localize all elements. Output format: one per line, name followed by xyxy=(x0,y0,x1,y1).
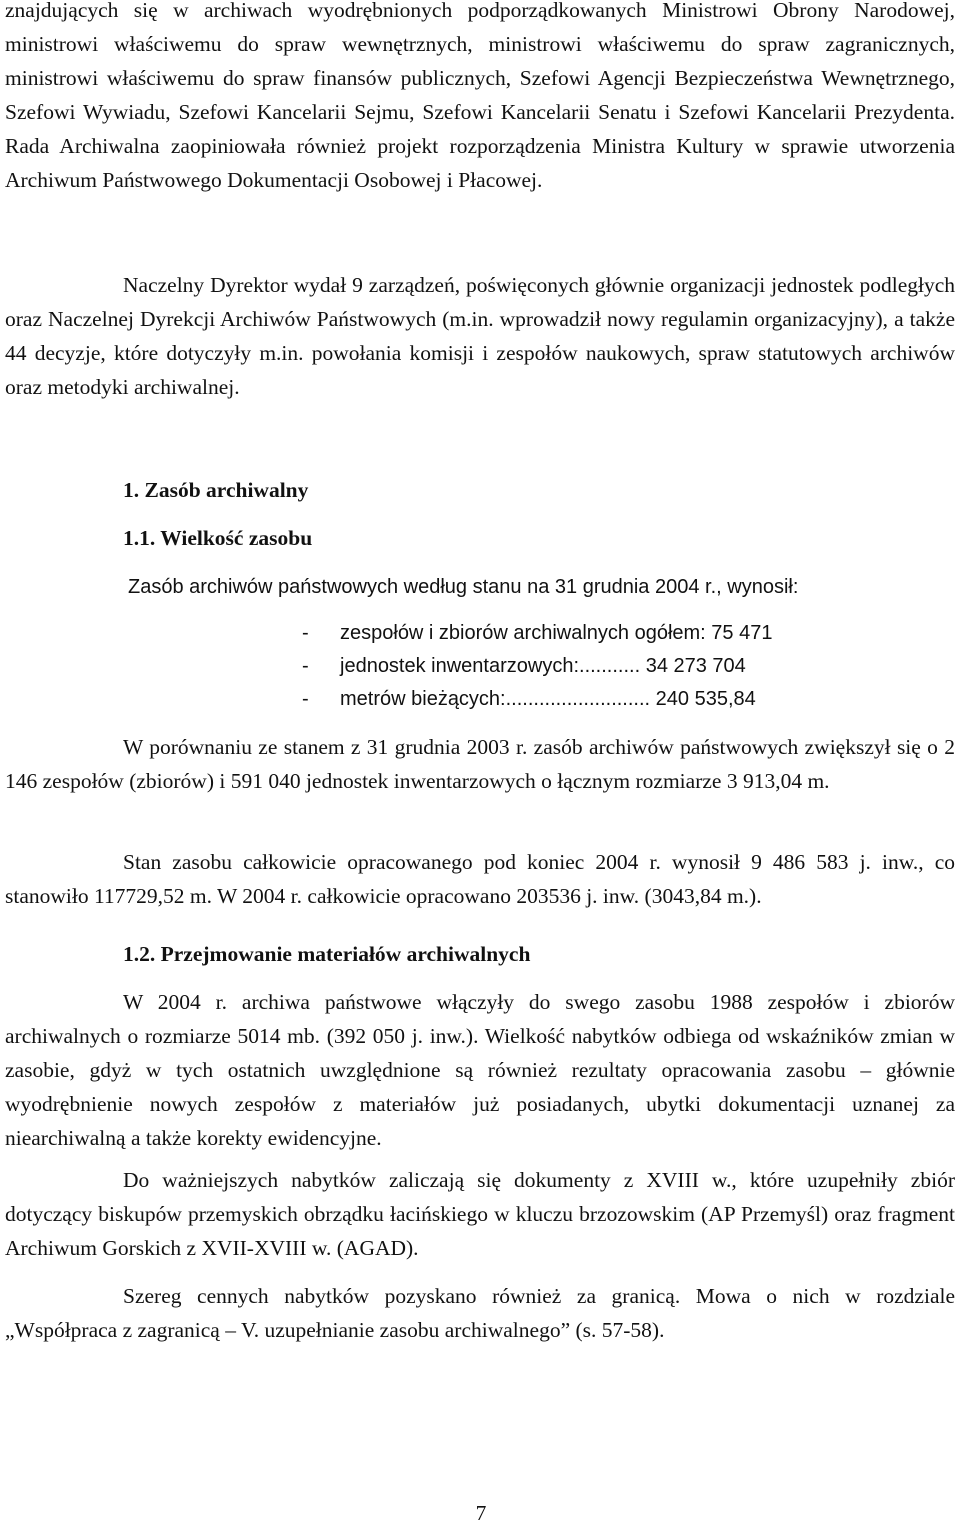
list-item xyxy=(302,617,772,650)
paragraph-nabytki-2004: W 2004 r. archiwa państwowe włączyły do swego zasobu 1988 zespołów i zbiorów archiwalnych o rozmiarze 5014 mb. (392 050 j. inw.). Wielkość nabytków odbiega od wskaźników zmian w zasobie, gdyż w tych ostatnich uwzględnione są również rezultaty opracowania zasobu – głównie wyodrębnienie nowych zespołów z materiałów już posiadanych, ubytki dokumentacji uznanej za niearchiwalną a także korekty ewidencyjne. xyxy=(5,990,955,1150)
list-item-text: zespołów i zbiorów archiwalnych ogółem: 75 471 xyxy=(340,622,773,644)
list-item xyxy=(302,683,772,716)
heading-wielkosc-zasobu: 1.1. Wielkość zasobu xyxy=(123,526,313,550)
list-item-text: jednostek inwentarzowych:........... 34 273 704 xyxy=(340,655,746,677)
list-dash: - xyxy=(302,622,309,644)
zasob-intro: Zasób archiwów państwowych według stanu na 31 grudnia 2004 r., wynosił: xyxy=(128,576,799,598)
paragraph-nabytki-zagranica: Szereg cennych nabytków pozyskano również za granicą. Mowa o nich w rozdziale „Współpraca z zagranicą – V. uzupełnianie zasobu archiwalnego” (s. 57-58). xyxy=(5,1284,955,1342)
paragraph-naczelny-dyrektor: Naczelny Dyrektor wydał 9 zarządzeń, poświęconych głównie organizacji jednostek podległych oraz Naczelnej Dyrekcji Archiwów Państwowych (m.in. wprowadził nowy regulamin organizacyjny), a także 44 decyzje, które dotyczyły m.in. powołania komisji i zespołów naukowych, spraw statutowych archiwów oraz metodyki archiwalnej. xyxy=(5,273,955,399)
paragraph-wazniejsze-nabytki: Do ważniejszych nabytków zaliczają się dokumenty z XVIII w., które uzupełniły zbiór dotyczący biskupów przemyskich obrządku łacińskiego w kluczu brzozowskim (AP Przemyśl) oraz fragment Archiwum Gorskich z XVII-XVIII w. (AGAD). xyxy=(5,1168,955,1260)
page-number: 7 xyxy=(475,1501,487,1525)
paragraph-porownanie: W porównaniu ze stanem z 31 grudnia 2003 r. zasób archiwów państwowych zwiększył się o 2 146 zespołów (zbiorów) i 591 040 jednostek inwentarzowych o łącznym rozmiarze 3 913,04 m. xyxy=(5,735,955,793)
paragraph-stan-zasobu: Stan zasobu całkowicie opracowanego pod koniec 2004 r. wynosił 9 486 583 j. inw., co stanowiło 117729,52 m. W 2004 r. całkowicie opracowano 203536 j. inw. (3043,84 m.). xyxy=(5,850,955,908)
heading-zasob-archiwalny: 1. Zasób archiwalny xyxy=(123,478,309,502)
list-item xyxy=(302,650,772,683)
heading-przejmowanie-materialow: 1.2. Przejmowanie materiałów archiwalnych xyxy=(123,942,531,966)
list-dash: - xyxy=(302,655,309,677)
list-item-text: metrów bieżących:.......................... 240 535,84 xyxy=(340,688,756,710)
zasob-list xyxy=(302,617,772,716)
list-dash: - xyxy=(302,688,309,710)
paragraph-rada-archiwalna: znajdujących się w archiwach wyodrębnionych podporządkowanych Ministrowi Obrony Narodowej, ministrowi właściwemu do spraw wewnętrznych, ministrowi właściwemu do spraw zagranicznych, ministrowi właściwemu do spraw finansów publicznych, Szefowi Agencji Bezpieczeństwa Wewnętrznego, Szefowi Wywiadu, Szefowi Kancelarii Sejmu, Szefowi Kancelarii Senatu i Szefowi Kancelarii Prezydenta. Rada Archiwalna zaopiniowała również projekt rozporządzenia Ministra Kultury w sprawie utworzenia Archiwum Państwowego Dokumentacji Osobowej i Płacowej. xyxy=(5,0,955,192)
